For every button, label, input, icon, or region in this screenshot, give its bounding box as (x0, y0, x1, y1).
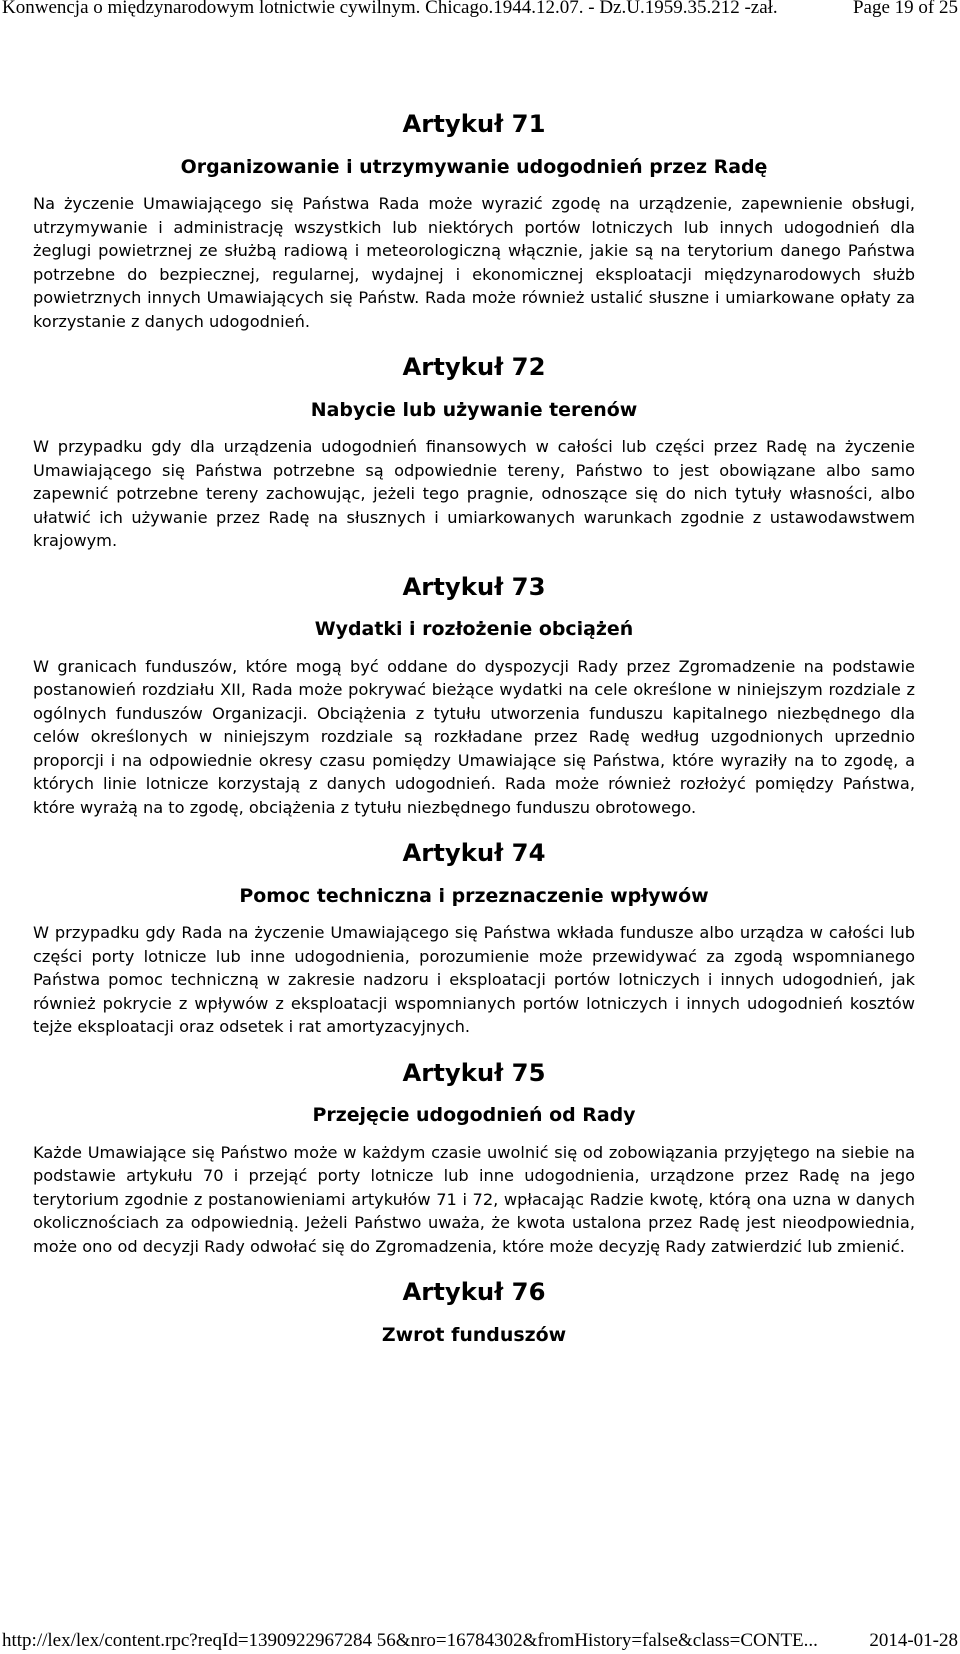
article-heading: Wydatki i rozłożenie obciążeń (314, 618, 634, 640)
article-heading: Organizowanie i utrzymywanie udogodnień przez Radę (180, 155, 768, 178)
article-number: Artykuł 75 (402, 1057, 546, 1087)
article-heading: Przejęcie udogodnień od Rady (312, 1104, 636, 1126)
article-74 (33, 838, 915, 1061)
print-date: 2014-01-28 (869, 1630, 958, 1651)
article-heading: Pomoc techniczna i przeznaczenie wpływów (239, 884, 709, 907)
article-number: Artykuł 71 (402, 109, 546, 138)
page-indicator: Page 19 of 25 (852, 0, 958, 18)
article-body: W granicach funduszów, które mogą być oddane do dyspozycji Rady przez Zgromadzenie na podstawie postanowień rozdziału XII, Rada może pokrywać bieżące wydatki na cele określone w niniejszym rozdziale z ogólnych funduszów Organizacji. Obciążenia z tytułu utworzenia funduszu kapitalnego niezbędnego dla celów określonych w niniejszym rozdziale są rozkładane przez Radę według uzgodnionych uprzednio proporcji i na odpowiednie okresy czasu pomiędzy Umawiające się Państwa, które wyraziły na to zgodę, a których linie lotnicze korzystają z danych udogodnień. Rada może również rozłożyć pomiędzy Państwa, które wyrażą na to zgodę, obciążenia z tytułu niezbędnego funduszu obrotowego. (33, 656, 915, 817)
article-number: Artykuł 72 (402, 352, 546, 381)
article-75 (33, 1057, 915, 1281)
article-number: Artykuł 73 (402, 571, 546, 601)
article-number: Artykuł 74 (402, 838, 546, 867)
article-body: Na życzenie Umawiającego się Państwa Rada może wyrazić zgodę na urządzenie, zapewnienie obsługi, utrzymywanie i administrację wszystkich lub niektórych portów lotniczych lub innych udogodnień dla żeglugi powietrznej ze służbą radiową i meteorologiczną włącznie, jakie są na terytorium danego Państwa potrzebne do bezpiecznej, regularnej, wydajnej i ekonomicznej eksploatacji międzynarodowych służb powietrznych innych Umawiających się Państw. Rada może również ustalić słuszne i umiarkowane opłaty za korzystanie z danych udogodnień. (33, 194, 915, 331)
article-76 (33, 1277, 915, 1347)
document-title: Konwencja o międzynarodowym lotnictwie cywilnym. Chicago.1944.12.07. - Dz.U.1959.35.212 -zał. (2, 0, 778, 18)
source-url[interactable]: http://lex/lex/content.rpc?reqId=1390922967284 56&nro=16784302&fromHistory=false&class=CONTE... (2, 1630, 818, 1651)
article-72 (33, 352, 915, 575)
article-body: W przypadku gdy Rada na życzenie Umawiającego się Państwa wkłada fundusze albo urządza w całości lub części porty lotnicze lub inne udogodnienia, porozumienie może przewidywać za zgodą wspomnianego Państwa pomoc techniczną w zakresie nadzoru i eksploatacji portów lotniczych i innych udogodnień, jak również pokrycie z wpływów z eksploatacji wspomnianych portów lotniczych i innych udogodnień kosztów tejże eksploatacji oraz odsetek i rat amortyzacyjnych. (33, 923, 915, 1036)
page-footer (0, 1629, 960, 1654)
article-body: W przypadku gdy dla urządzenia udogodnień finansowych w całości lub części przez Radę na życzenie Umawiającego się Państwa potrzebne są odpowiednie tereny, Państwo to jest obowiązane albo samo zapewnić potrzebne tereny zachowując, jeżeli tego pragnie, odnoszące się do nich tytuły własności, albo ułatwić ich używanie przez Radę na słusznych i umiarkowanych warunkach zgodnie z ustawodawstwem krajowym. (33, 437, 915, 550)
page-header (0, 0, 960, 24)
article-number: Artykuł 76 (402, 1277, 546, 1306)
article-73 (33, 571, 915, 842)
article-body: Każde Umawiające się Państwo może w każdym czasie uwolnić się od zobowiązania przyjętego na siebie na podstawie artykułu 70 i przejąć porty lotnicze lub inne udogodnienia, urządzone przez Radę na jego terytorium zgodnie z postanowieniami artykułów 71 i 72, wpłacając Radzie kwotę, którą ona uzna w danych okolicznościach za odpowiednią. Jeżeli Państwo uważa, że kwota ustalona przez Radę jest nieodpowiednia, może ono od decyzji Rady odwołać się do Zgromadzenia, które może decyzję Rady zatwierdzić lub zmienić. (33, 1142, 915, 1256)
article-71 (33, 109, 915, 355)
article-heading: Nabycie lub używanie terenów (310, 398, 638, 421)
article-heading: Zwrot funduszów (381, 1323, 567, 1346)
document-content (33, 109, 915, 1347)
